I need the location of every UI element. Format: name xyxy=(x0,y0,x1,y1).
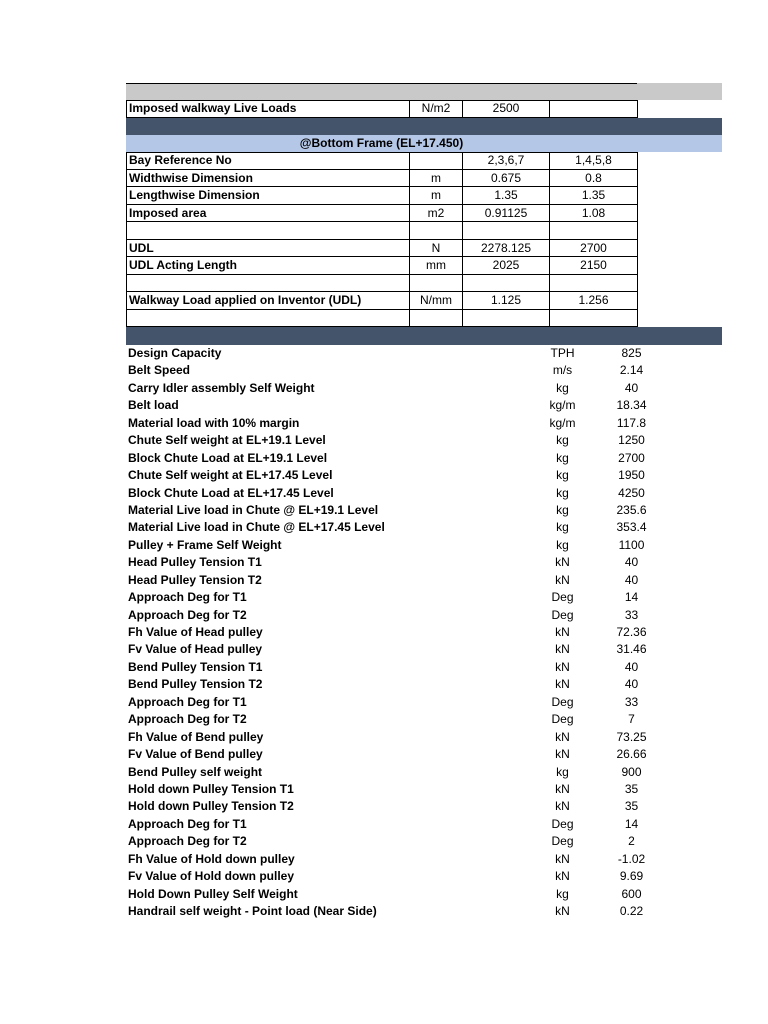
list-item-value: 35 xyxy=(624,781,639,796)
list-item-label: Approach Deg for T2 xyxy=(128,712,247,727)
list-item xyxy=(126,833,635,850)
list-item-value: 33 xyxy=(624,694,639,709)
list-item xyxy=(126,886,642,903)
table-row xyxy=(126,275,637,293)
list-item-label: Block Chute Load at EL+17.45 Level xyxy=(128,485,334,500)
list-item xyxy=(126,537,645,554)
list-item-label: Material load with 10% margin xyxy=(128,415,300,430)
list-item-label: Chute Self weight at EL+19.1 Level xyxy=(128,433,326,448)
list-item-unit: kN xyxy=(555,572,570,587)
walkway-top-border xyxy=(126,100,637,101)
table-cell-value-2 xyxy=(550,275,638,293)
list-item-label: Approach Deg for T2 xyxy=(128,834,247,849)
table-cell-value-1: 2025 xyxy=(463,257,550,275)
list-item-unit: kg xyxy=(556,886,569,901)
table-cell-unit: N/mm xyxy=(410,292,463,310)
table-cell-value-1 xyxy=(463,310,550,328)
dark-separator-band-2 xyxy=(126,327,722,345)
list-item xyxy=(126,485,645,502)
table-cell-value-2: 2150 xyxy=(550,257,638,275)
table-cell-label: Lengthwise Dimension xyxy=(127,187,410,205)
list-item xyxy=(126,554,639,571)
list-item-unit: kN xyxy=(555,677,570,692)
list-item xyxy=(126,624,647,641)
table-cell-value-2: 2700 xyxy=(550,240,638,258)
list-item-label: Handrail self weight - Point load (Near Side) xyxy=(128,904,377,918)
list-item-unit: Deg xyxy=(551,712,574,727)
table-row xyxy=(126,170,637,188)
table-cell-unit xyxy=(410,222,463,240)
list-item xyxy=(126,746,647,763)
table-top-border xyxy=(126,83,637,84)
list-item-unit: kN xyxy=(555,904,570,918)
list-item xyxy=(126,415,647,432)
list-item-label: Carry Idler assembly Self Weight xyxy=(128,380,315,395)
list-item-label: Belt load xyxy=(128,398,179,413)
table-row xyxy=(126,187,637,205)
frame-header-title: @Bottom Frame (EL+17.450) xyxy=(299,136,464,150)
list-item-label: Approach Deg for T2 xyxy=(128,607,247,622)
dark-separator-band-1 xyxy=(126,118,722,135)
top-gray-band xyxy=(126,83,722,100)
list-item xyxy=(126,362,644,379)
table-cell-label xyxy=(127,222,410,240)
table-cell-value-2: 1,4,5,8 xyxy=(550,152,638,170)
list-item xyxy=(126,607,639,624)
table-cell-value-2: 0.8 xyxy=(550,170,638,188)
list-item-value: -1.02 xyxy=(617,851,646,866)
list-item-value: 31.46 xyxy=(616,642,647,657)
table-cell-label: Walkway Load applied on Inventor (UDL) xyxy=(127,292,410,310)
table-row xyxy=(126,292,637,310)
table-cell-value-1: 0.91125 xyxy=(463,205,550,223)
list-item-unit: kg xyxy=(556,468,569,483)
list-item-value: 14 xyxy=(624,816,639,831)
list-item-unit: kg xyxy=(556,764,569,779)
list-item-value: 73.25 xyxy=(616,729,647,744)
list-item-label: Bend Pulley self weight xyxy=(128,764,263,779)
list-item-value: 14 xyxy=(624,590,639,605)
list-item-value: 9.69 xyxy=(619,869,644,884)
table-cell-unit: N xyxy=(410,240,463,258)
list-item-value: 4250 xyxy=(618,485,645,500)
list-item-value: 2 xyxy=(628,834,635,849)
list-item-value: 1250 xyxy=(618,433,645,448)
list-item xyxy=(126,397,647,414)
list-item xyxy=(126,798,639,815)
list-item-label: Bend Pulley Tension T2 xyxy=(128,677,263,692)
list-item-value: 33 xyxy=(624,607,639,622)
list-item-value: 40 xyxy=(624,659,639,674)
list-item-value: 235.6 xyxy=(616,502,647,517)
list-item xyxy=(126,432,645,449)
table-row xyxy=(126,310,637,328)
list-item-label: Fh Value of Head pulley xyxy=(128,625,263,639)
walkway-label: Imposed walkway Live Loads xyxy=(127,100,410,118)
table-row xyxy=(126,240,637,258)
list-item-value: 117.8 xyxy=(616,415,647,430)
table-cell-value-2 xyxy=(550,222,638,240)
list-item-unit: kN xyxy=(555,659,570,674)
list-item-label: Fv Value of Head pulley xyxy=(128,642,263,657)
list-item-value: 900 xyxy=(621,764,642,779)
list-item xyxy=(126,676,639,693)
list-item-value: 40 xyxy=(624,555,639,570)
list-item-unit: kN xyxy=(555,869,570,884)
list-item-value: 1950 xyxy=(618,468,645,483)
list-item xyxy=(126,467,645,484)
table-row xyxy=(126,257,637,275)
list-item xyxy=(126,816,639,833)
table-cell-label xyxy=(127,310,410,328)
table-cell-value-1 xyxy=(463,222,550,240)
list-item xyxy=(126,502,647,519)
list-item xyxy=(126,659,639,676)
list-item xyxy=(126,851,646,868)
list-item-value: 353.4 xyxy=(616,520,647,535)
list-item xyxy=(126,589,639,606)
list-item xyxy=(126,764,642,781)
list-item-unit: kg xyxy=(556,433,569,448)
table-cell-value-2 xyxy=(550,310,638,328)
walkway-value: 2500 xyxy=(463,100,550,118)
list-item-unit: kg/m xyxy=(549,415,576,430)
list-item-value: 2.14 xyxy=(619,363,644,378)
list-item-label: Head Pulley Tension T1 xyxy=(128,555,262,570)
list-item-unit: kN xyxy=(555,781,570,796)
list-item-value: 7 xyxy=(628,712,635,727)
table-cell-label: UDL Acting Length xyxy=(127,257,410,275)
table-cell-unit xyxy=(410,310,463,328)
table-cell-unit: m xyxy=(410,170,463,188)
list-item-unit: TPH xyxy=(550,346,575,360)
list-item-label: Hold down Pulley Tension T1 xyxy=(128,781,294,796)
list-item xyxy=(126,868,644,885)
walkway-row xyxy=(126,100,637,118)
list-item-unit: Deg xyxy=(551,694,574,709)
list-item-label: Fv Value of Bend pulley xyxy=(128,747,263,762)
list-item-label: Head Pulley Tension T2 xyxy=(128,572,262,587)
table-cell-label: UDL xyxy=(127,240,410,258)
list-item-label: Approach Deg for T1 xyxy=(128,590,247,605)
walkway-unit: N/m2 xyxy=(410,100,463,118)
table-cell-value-1 xyxy=(463,275,550,293)
list-item-label: Approach Deg for T1 xyxy=(128,816,247,831)
list-item-value: 40 xyxy=(624,677,639,692)
table-cell-value-1: 2,3,6,7 xyxy=(463,152,550,170)
walkway-empty xyxy=(550,100,638,118)
list-item-label: Hold Down Pulley Self Weight xyxy=(128,886,298,901)
list-item xyxy=(126,572,639,589)
list-item xyxy=(126,694,639,711)
list-item-label: Belt Speed xyxy=(128,363,191,378)
table-row xyxy=(126,222,637,240)
list-item-label: Fh Value of Hold down pulley xyxy=(128,851,295,866)
list-item-label: Block Chute Load at EL+19.1 Level xyxy=(128,450,328,465)
list-item-unit: kg xyxy=(556,537,569,552)
list-item-label: Bend Pulley Tension T1 xyxy=(128,659,263,674)
list-item-value: 1100 xyxy=(618,537,645,552)
table-cell-unit xyxy=(410,275,463,293)
list-item xyxy=(126,380,639,397)
list-item-label: Fv Value of Hold down pulley xyxy=(128,869,295,884)
table-cell-label xyxy=(127,275,410,293)
list-item-value: 600 xyxy=(621,886,642,901)
list-item-value: 72.36 xyxy=(616,625,647,639)
table-cell-value-1: 1.125 xyxy=(463,292,550,310)
table-cell-label: Bay Reference No xyxy=(127,152,410,170)
list-item-value: 18.34 xyxy=(616,398,647,413)
list-item-unit: kg xyxy=(556,520,569,535)
list-item xyxy=(126,345,642,362)
list-item-unit: kg xyxy=(556,485,569,500)
list-item-unit: kN xyxy=(555,747,570,762)
table-cell-value-1: 0.675 xyxy=(463,170,550,188)
table-cell-value-2: 1.08 xyxy=(550,205,638,223)
list-item-unit: Deg xyxy=(551,607,574,622)
list-item-unit: Deg xyxy=(551,590,574,605)
list-item-label: Approach Deg for T1 xyxy=(128,694,247,709)
table-cell-value-2: 1.256 xyxy=(550,292,638,310)
list-item xyxy=(126,781,639,798)
list-item-label: Fh Value of Bend pulley xyxy=(128,729,264,744)
list-item xyxy=(126,450,645,467)
list-item-value: 40 xyxy=(624,572,639,587)
design-parameter-list xyxy=(126,345,647,920)
list-item-value: 26.66 xyxy=(616,747,647,762)
table-cell-value-2: 1.35 xyxy=(550,187,638,205)
list-item-unit: kN xyxy=(555,555,570,570)
list-item-unit: kg xyxy=(556,380,569,395)
list-item-unit: kN xyxy=(555,625,570,639)
table-cell-unit: m xyxy=(410,187,463,205)
table-cell-value-1: 2278.125 xyxy=(463,240,550,258)
list-item-unit: kN xyxy=(555,642,570,657)
list-item-label: Material Live load in Chute @ EL+17.45 Level xyxy=(128,520,385,535)
table-cell-label: Imposed area xyxy=(127,205,410,223)
list-item-unit: m/s xyxy=(552,363,573,378)
table-cell-label: Widthwise Dimension xyxy=(127,170,410,188)
list-item-unit: kg xyxy=(556,450,569,465)
list-item-value: 825 xyxy=(621,346,642,360)
list-item-unit: kg xyxy=(556,502,569,517)
list-item-unit: Deg xyxy=(551,816,574,831)
list-item-unit: kg/m xyxy=(549,398,576,413)
table-cell-unit: m2 xyxy=(410,205,463,223)
table-cell-unit xyxy=(410,152,463,170)
list-item-value: 35 xyxy=(624,799,639,814)
table-cell-value-1: 1.35 xyxy=(463,187,550,205)
list-item xyxy=(126,641,647,658)
list-item-unit: kN xyxy=(555,799,570,814)
list-item-label: Material Live load in Chute @ EL+19.1 Level xyxy=(128,502,379,517)
list-item-label: Design Capacity xyxy=(128,346,222,360)
list-item-label: Pulley + Frame Self Weight xyxy=(128,537,282,552)
list-item xyxy=(126,903,644,920)
table-row xyxy=(126,152,637,170)
list-item-unit: kN xyxy=(555,729,570,744)
list-item-unit: Deg xyxy=(551,834,574,849)
list-item-label: Hold down Pulley Tension T2 xyxy=(128,799,294,814)
list-item-unit: kN xyxy=(555,851,570,866)
list-item-value: 2700 xyxy=(618,450,645,465)
list-item xyxy=(126,729,647,746)
table-row xyxy=(126,205,637,223)
list-item-label: Chute Self weight at EL+17.45 Level xyxy=(128,468,333,483)
list-item-value: 0.22 xyxy=(619,904,644,918)
list-item xyxy=(126,711,635,728)
list-item-value: 40 xyxy=(624,380,639,395)
table-cell-unit: mm xyxy=(410,257,463,275)
list-item xyxy=(126,519,647,536)
